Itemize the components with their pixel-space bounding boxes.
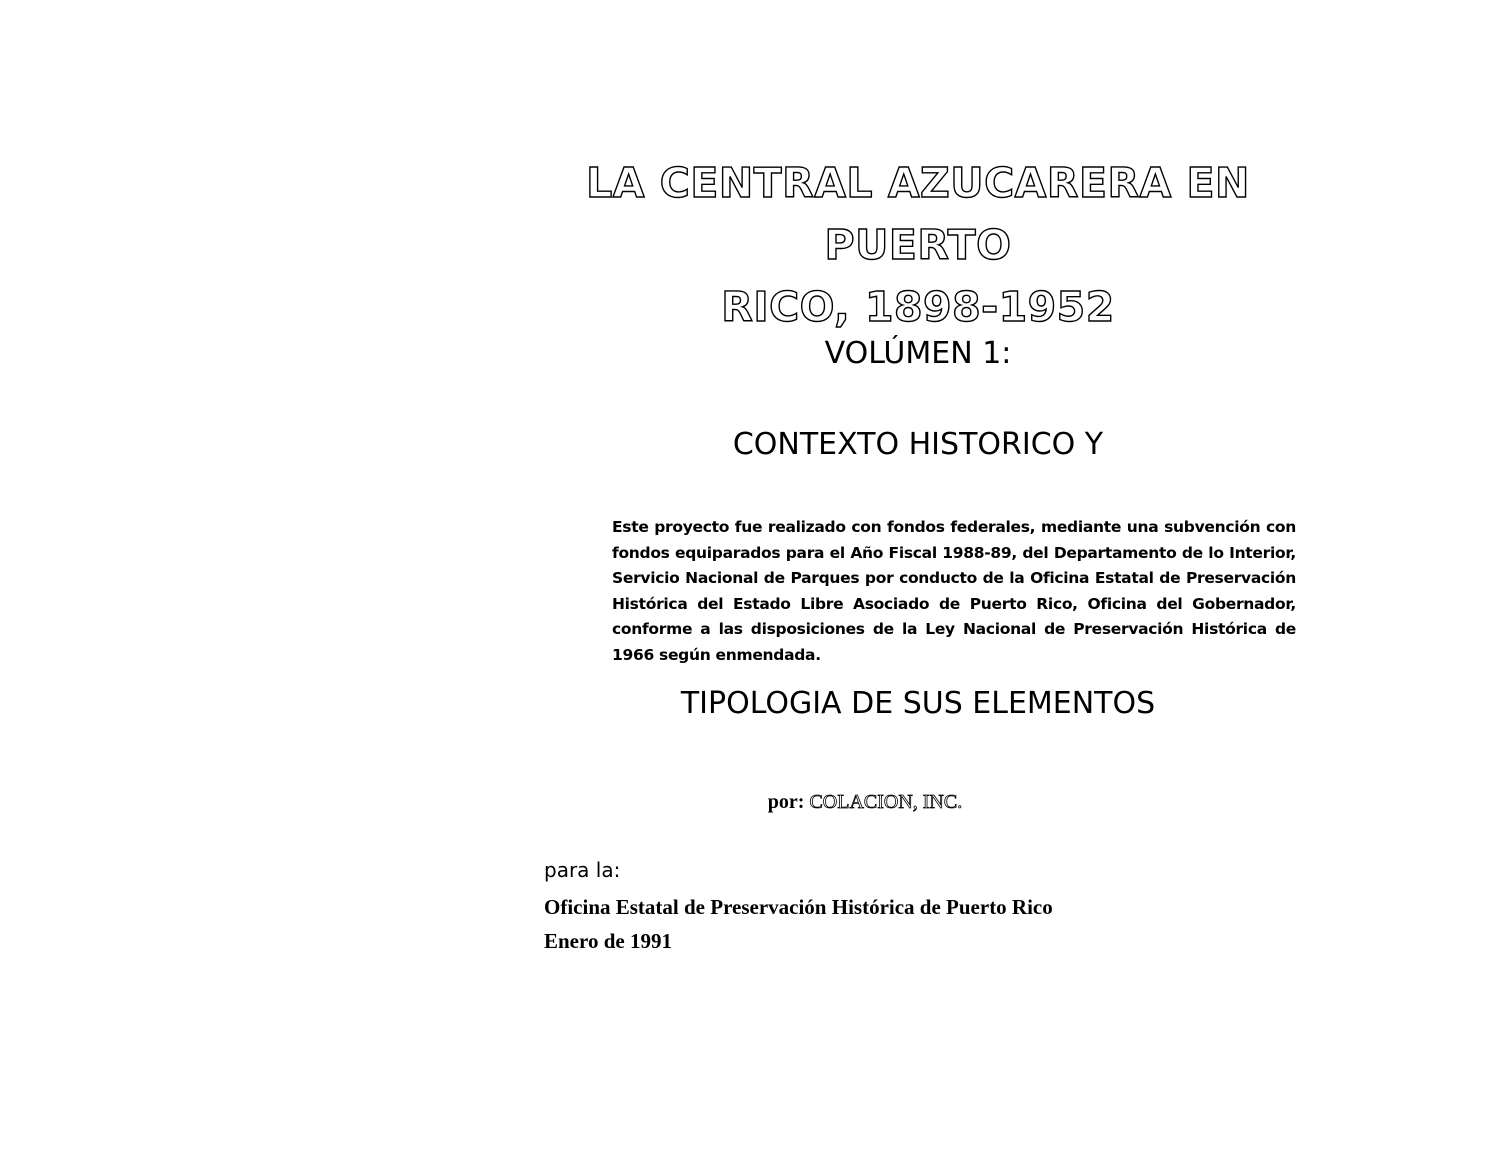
subtitle-part-2: TIPOLOGIA DE SUS ELEMENTOS (680, 686, 1156, 721)
document-title-line-1: LA CENTRAL AZUCARERA EN PUERTO (586, 159, 1250, 269)
author-line (690, 791, 1040, 814)
document-title (500, 152, 1336, 338)
document-title-line-2: RICO, 1898-1952 (721, 283, 1115, 331)
author-firm: COLACION, INC. (809, 791, 963, 813)
publication-date: Enero de 1991 (544, 929, 672, 953)
volume-heading: VOLÚMEN 1: (824, 336, 1012, 371)
recipient-label: para la: (544, 858, 621, 882)
author-prefix: por: (767, 791, 805, 813)
grant-notice: Este proyecto fue realizado con fondos federales, mediante una subvención con fondos equiparados para el Año Fiscal 1988-89, del Departamento de lo Interior, Servicio Nacional de Parques por conducto de la Oficina Estatal de Preservación Histórica del Estado Libre Asociado de Puerto Rico, Oficina del Gobernador, conforme a las disposiciones de la Ley Nacional de Preservación Histórica de 1966 según enmendada. (612, 518, 1296, 664)
recipient-office: Oficina Estatal de Preservación Histórica de Puerto Rico (544, 895, 1053, 919)
subtitle-part-1: CONTEXTO HISTORICO Y (732, 427, 1104, 462)
